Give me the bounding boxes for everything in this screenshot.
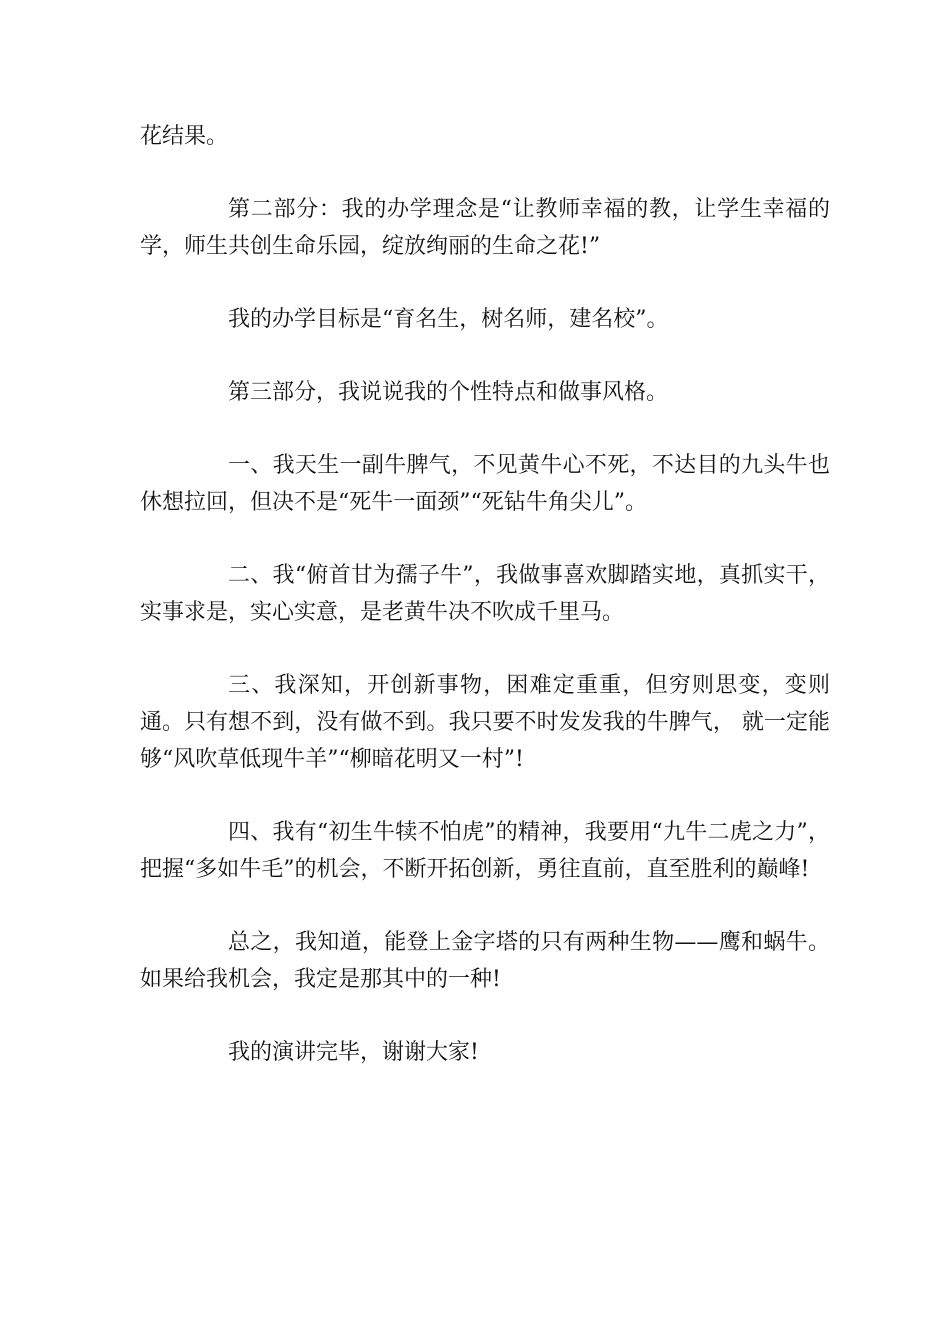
paragraph-continuation: 花结果。	[140, 124, 229, 149]
paragraph-part-three-intro: 第三部分，我说说我的个性特点和做事风格。	[228, 380, 669, 405]
paragraph-point-two: 二、我“俯首甘为孺子牛”，我做事喜欢脚踏实地，真抓实干，实事求是，实心实意，是老黄牛决不吹成千里马。	[140, 563, 830, 625]
document-body	[140, 118, 830, 1107]
paragraph-point-three: 三、我深知，开创新事物，困难定重重，但穷则思变，变则通。只有想不到，没有做不到。我只要不时发发我的牛脾气， 就一定能够“风吹草低现牛羊”“柳暗花明又一村”!	[140, 673, 830, 772]
paragraph-point-four: 四、我有“初生牛犊不怕虎”的精神，我要用“九牛二虎之力”，把握“多如牛毛”的机会，不断开拓创新，勇往直前，直至胜利的巅峰!	[140, 820, 830, 882]
paragraph-school-goal: 我的办学目标是“育名生，树名师，建名校”。	[228, 307, 669, 332]
paragraph-closing: 我的演讲完毕，谢谢大家!	[228, 1040, 479, 1065]
paragraph-part-two-philosophy: 第二部分：我的办学理念是“让教师幸福的教，让学生幸福的学，师生共创生命乐园，绽放绚丽的生命之花!”	[140, 197, 830, 259]
paragraph-point-one: 一、我天生一副牛脾气，不见黄牛心不死，不达目的九头牛也休想拉回，但决不是“死牛一面颈”“死钻牛角尖儿”。	[140, 453, 830, 515]
paragraph-summary: 总之，我知道，能登上金字塔的只有两种生物——鹰和蜗牛。如果给我机会，我定是那其中的一种!	[140, 930, 830, 992]
